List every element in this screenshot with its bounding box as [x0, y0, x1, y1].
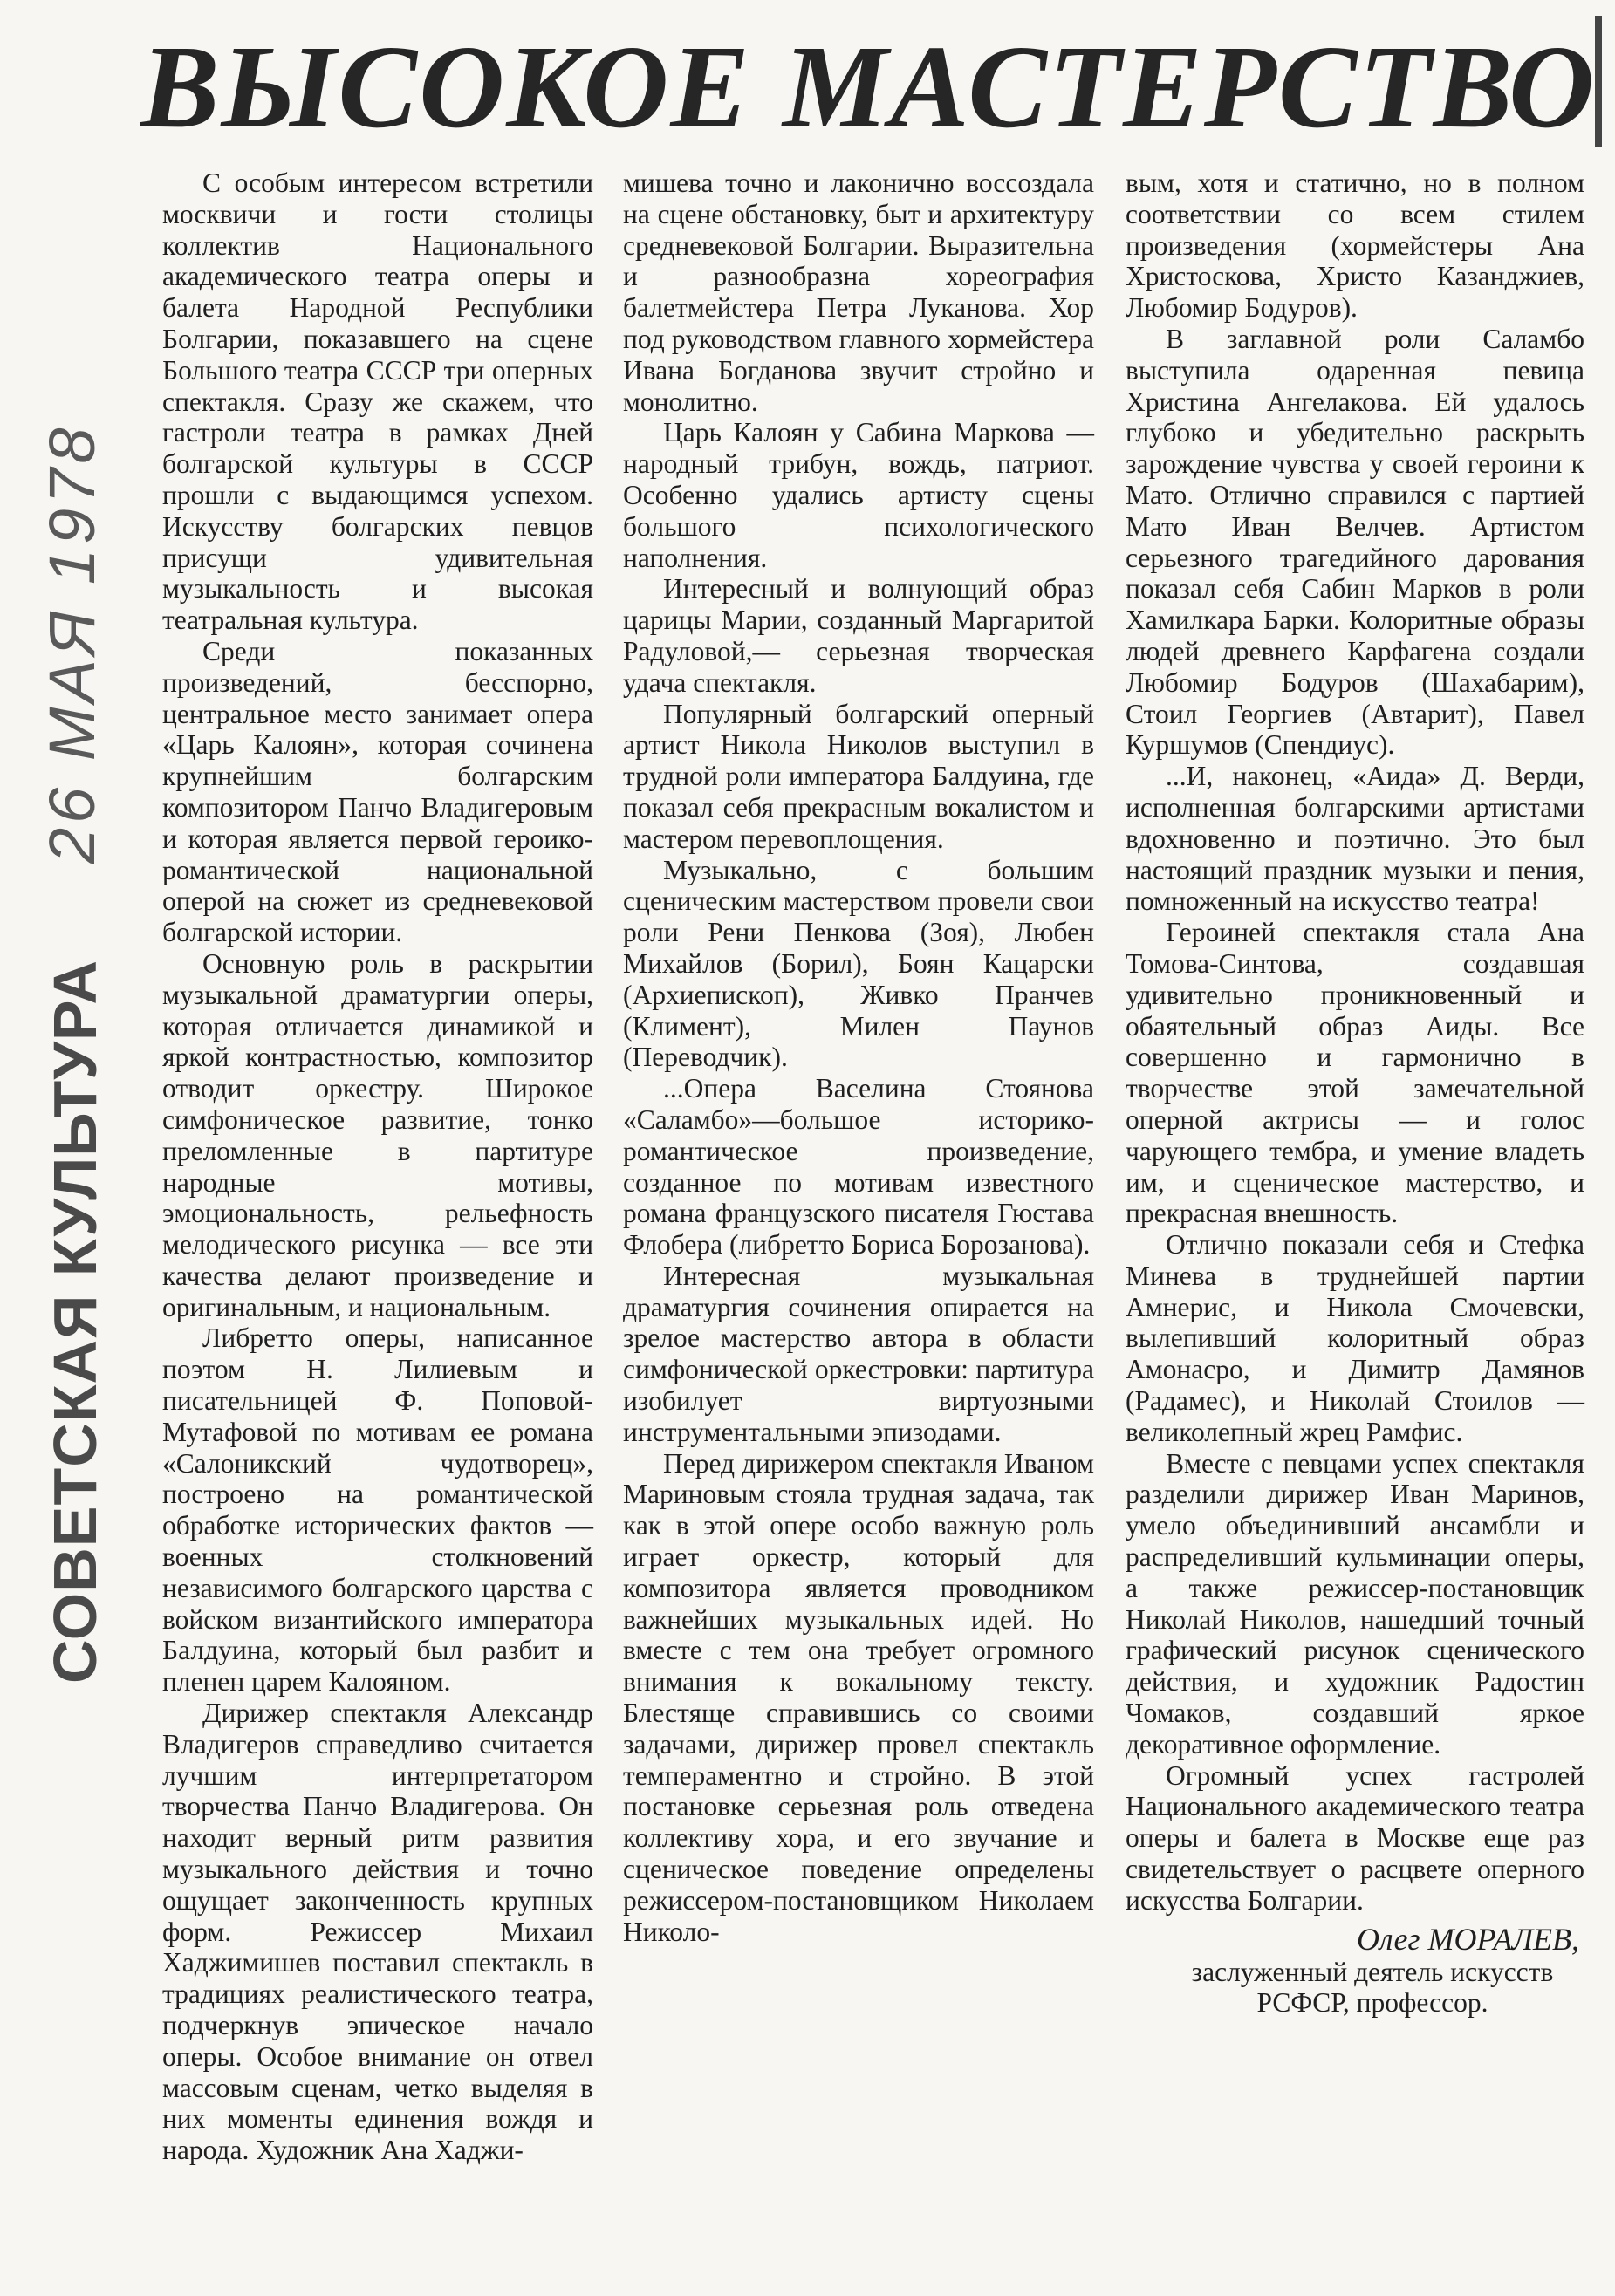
- paragraph: Музыкально, с большим сценическим мастерством провели свои роли Рени Пенкова (Зоя), Любен Михайлов (Борил), Боян Кацарски (Архиепископ), Живко Пранчев (Климент), Милен Паунов (Переводчик).: [623, 854, 1094, 1073]
- paragraph: Среди показанных произведений, бесспорно, центральное место занимает опера «Царь Калоян», которая сочинена крупнейшим болгарским композитором Панчо Владигеровым и которая является первой героико-романтической национальной оперой на сюжет из средневековой болгарской истории.: [162, 635, 593, 948]
- paragraph: С особым интересом встретили москвичи и гости столицы коллектив Национального академического театра оперы и балета Народной Республики Болгарии, показавшего на сцене Большого театра СССР три оперных спектакля. Сразу же скажем, что гастроли театра в рамках Дней болгарской культуры в СССР прошли с выдающимся успехом. Искусству болгарских певцов присущи удивительная музыкальность и высокая театральная культура.: [162, 167, 593, 636]
- paragraph: ...И, наконец, «Аида» Д. Верди, исполненная болгарскими артистами вдохновенно и поэтично. Это был настоящий праздник музыки и пения, помноженный на искусство театра!: [1126, 761, 1584, 917]
- paragraph: Дирижер спектакля Александр Владигеров справедливо считается лучшим интерпретатором творчества Панчо Владигерова. Он находит верный ритм развития музыкального действия и точно ощущает законченность крупных форм. Режиссер Михаил Хаджимишев поставил спектакль в традициях реалистического театра, подчеркнув эпическое начало оперы. Особое внимание он отвел массовым сценам, четко выделяя в них моменты единения вождя и народа. Художник Ана Хаджи-: [162, 1698, 593, 2166]
- paragraph: Основную роль в раскрытии музыкальной драматургии оперы, которая отличается динамикой и яркой контрастностью, композитор отводит оркестру. Широкое симфоническое развитие, тонко преломленные в партитуре народные мотивы, эмоциональность, рельефность мелодического рисунка — все эти качества делают произведение и оригинальным, и национальным.: [162, 947, 593, 1322]
- author-signature: [1126, 1922, 1584, 2019]
- article-headline: ВЫСОКОЕ МАСТЕРСТВО: [140, 22, 1597, 153]
- paragraph: В заглавной роли Саламбо выступила одаренная певица Христина Ангелакова. Ей удалось глубоко и убедительно раскрыть зарождение чувства у своей героини к Мато. Отлично справился с партией Мато Иван Велчев. Артистом серьезного трагедийного дарования показал себя Сабин Марков в роли Хамилкара Барки. Колоритные образы людей древнего Карфагена создали Любомир Бодуров (Шахабарим), Стоил Георгиев (Автарит), Павел Куршумов (Спендиус).: [1126, 323, 1584, 761]
- handwritten-date: 26 МАЯ 1978: [36, 423, 108, 864]
- article-column-3: [1126, 167, 1584, 2019]
- paragraph: Вместе с певцами успех спектакля разделили дирижер Иван Маринов, умело объединивший ансамбли и распределивший кульминации оперы, а также режиссер-постановщик Николай Николов, нашедший точный графический рисунок сценического действия, и художник Радостин Чомаков, создавший яркое декоративное оформление.: [1126, 1447, 1584, 1760]
- paragraph: Интересная музыкальная драматургия сочинения опирается на зрелое мастерство автора в области симфонической оркестровки: партитура изобилует виртуозными инструментальными эпизодами.: [623, 1260, 1094, 1447]
- paragraph: Перед дирижером спектакля Иваном Мариновым стояла трудная задача, так как в этой опере особо важную роль играет оркестр, который для композитора является проводником важнейших музыкальных идей. Но вместе с тем она требует огромного внимания к вокальному тексту. Блестяще справившись со своими задачами, дирижер провел спектакль темпераментно и стройно. В этой постановке серьезная роль отведена коллективу хора, и его звучание и сценическое поведение определены режиссером-постановщиком Николаем Николо-: [623, 1447, 1094, 1947]
- paragraph: ...Опера Васелина Стоянова «Саламбо»—большое историко-романтическое произведение, созданное по мотивам известного романа французского писателя Гюстава Флобера (либретто Бориса Борозанова).: [623, 1073, 1094, 1261]
- paragraph: Героиней спектакля стала Ана Томова-Синтова, создавшая удивительно проникновенный и обаятельный образ Аиды. Все совершенно и гармонично в творчестве этой замечательной оперной актрисы — и голос чарующего тембра, и умение владеть им, и сценическое мастерство, и прекрасная внешность.: [1126, 917, 1584, 1229]
- newspaper-name-stamp: СОВЕТСКАЯ КУЛЬТУРА: [41, 960, 109, 1684]
- article-column-2: [623, 167, 1094, 1947]
- paragraph-continued: мишева точно и лаконично воссоздала на сцене обстановку, быт и архитектуру средневековой Болгарии. Выразительна и разнообразна хореография балетмейстера Петра Луканова. Хор под руководством главного хормейстера Ивана Богданова звучит стройно и монолитно.: [623, 167, 1094, 417]
- paragraph: Популярный болгарский оперный артист Никола Николов выступил в трудной роли императора Балдуина, где показал себя прекрасным вокалистом и мастером перевоплощения.: [623, 698, 1094, 854]
- paragraph: Интересный и волнующий образ царицы Марии, созданный Маргаритой Радуловой,— серьезная творческая удача спектакля.: [623, 573, 1094, 698]
- paragraph: Огромный успех гастролей Национального академического театра оперы и балета в Москве еще раз свидетельствует о расцвете оперного искусства Болгарии.: [1126, 1760, 1584, 1916]
- paragraph: Либретто оперы, написанное поэтом Н. Лилиевым и писательницей Ф. Поповой-Мутафовой по мотивам ее романа «Салоникский чудотворец», построено на романтической обработке исторических фактов — военных столкновений независимого болгарского царства с войском византийского императора Балдуина, который был разбит и пленен царем Калояном.: [162, 1322, 593, 1698]
- author-name: Олег МОРАЛЕВ,: [1356, 1921, 1579, 1957]
- author-credit: заслуженный деятель искусств РСФСР, профессор.: [1191, 1956, 1554, 2019]
- paragraph-continued: вым, хотя и статично, но в полном соответствии со всем стилем произведения (хормейстеры Ана Христоскова, Христо Казанджиев, Любомир Бодуров).: [1126, 167, 1584, 324]
- paragraph: Отлично показали себя и Стефка Минева в труднейшей партии Амнерис, и Никола Смочевски, вылепивший колоритный образ Амонасро, и Димитр Дамянов (Радамес), и Николай Стоилов — великолепный жрец Рамфис.: [1126, 1229, 1584, 1447]
- article-column-1: [162, 167, 593, 2166]
- paragraph: Царь Калоян у Сабина Маркова — народный трибун, вождь, патриот. Особенно удались артисту сцены большого психологического наполнения.: [623, 417, 1094, 573]
